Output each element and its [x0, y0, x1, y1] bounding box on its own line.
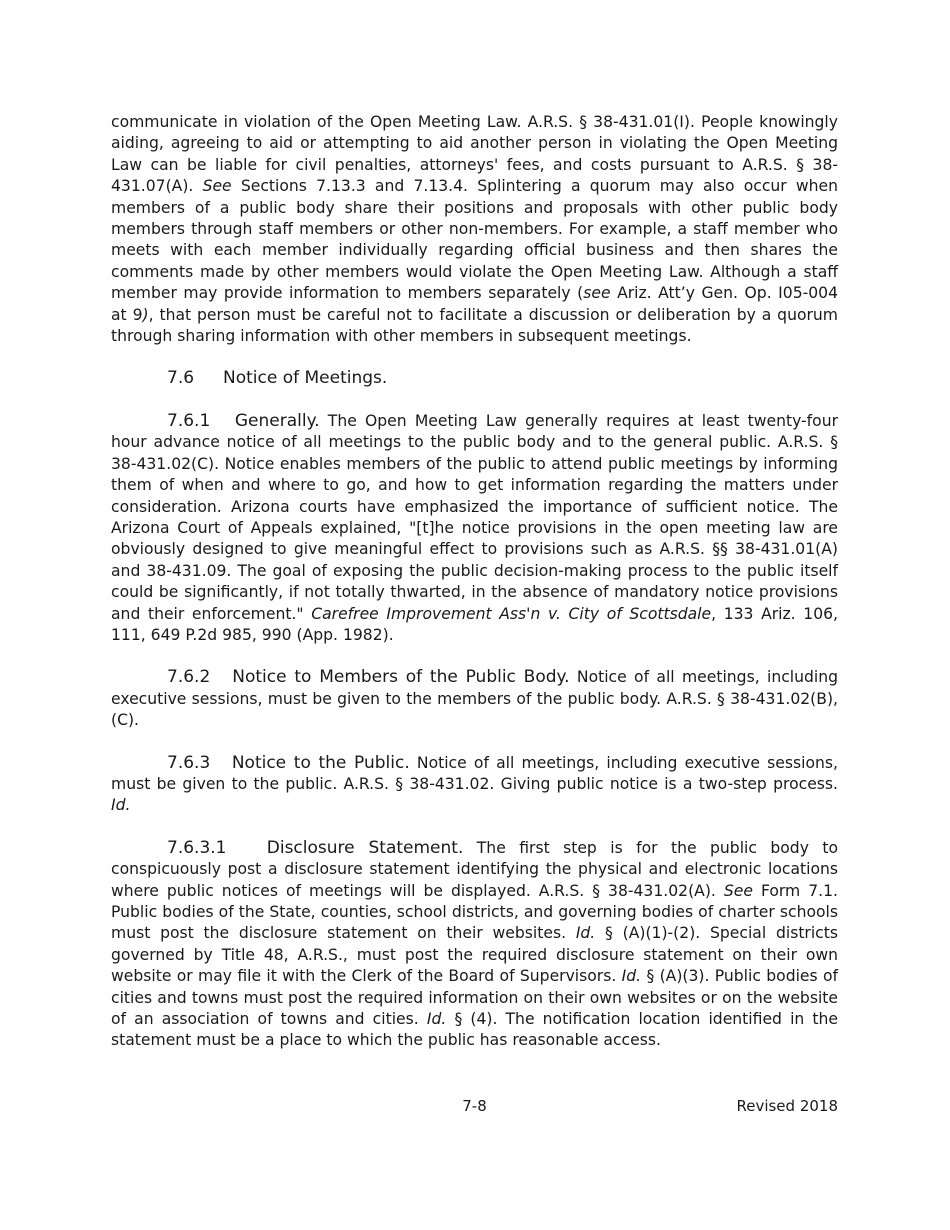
paragraph-7-6-2 [111, 667, 838, 731]
revision-date: Revised 2018 [736, 1097, 838, 1115]
signal-see: see [583, 284, 611, 303]
section-number: 7.6.2 [167, 667, 211, 688]
text: Sections 7.13.3 and 7.13.4. Splintering a quorum may also occur when members of a public body share their positions and proposals with other public body members through staff members or other non-members. For example, a staff member who meets with each member individually regarding official business and then shares the comments made by other members would violate the Open Meeting Law. Although a staff member may provide information to members separately ( [111, 177, 839, 303]
case-citation: Carefree Improvement Ass'n v. City of Scottsdale [311, 604, 712, 623]
text: The first step is for the public body to conspicuously post a disclosure statement identifying the physical and electronic locations where public notices of meetings will be displayed. A.R.S. § 38-431.02(A). [111, 838, 839, 900]
signal-id: Id. [621, 967, 642, 986]
paragraph-7-6-3 [111, 753, 838, 817]
section-title: Generally. [234, 410, 320, 431]
text: § (A)(3). Public bodies of cities and towns must post the required information on their own websites or on the website of an association of towns and cities. [111, 967, 838, 1029]
section-title: Notice to the Public. [231, 752, 410, 773]
signal-see: See [723, 881, 753, 900]
paragraph-splintering-quorum [111, 112, 838, 347]
page-number: 7-8 [462, 1097, 487, 1115]
text: communicate in violation of the Open Meeting Law. A.R.S. § 38-431.01(I). People knowingly aiding, agreeing to aid or attempting to aid another person in violating the Open Meeting Law can be liable for civil penalties, attorneys' fees, and costs pursuant to A.R.S. § 38-431.07(A). [111, 113, 838, 196]
text: § (A)(1)-(2). Special districts governed by Title 48, A.R.S., must post the required disclosure statement on their own website or may file it with the Clerk of the Board of Supervisors. [111, 924, 838, 986]
signal-see: See [202, 177, 232, 196]
section-title: Disclosure Statement. [266, 837, 464, 858]
text: ) [142, 305, 149, 324]
signal-id: Id. [426, 1010, 447, 1029]
page-footer [111, 1097, 838, 1119]
section-number: 7.6.3.1 [167, 837, 227, 858]
text: Ariz. Att’y Gen. Op. I05-004 at 9 [111, 284, 839, 324]
text: Notice of all meetings, including executive sessions, must be given to the public. A.R.S. § 38-431.02. Giving public notice is a two-step process. [111, 753, 838, 793]
text: Form 7.1. Public bodies of the State, counties, school districts, and governing bodies of charter schools must post the disclosure statement on their websites. [111, 881, 838, 943]
text: § (4). The notification location identified in the statement must be a place to which the public has reasonable access. [111, 1010, 839, 1050]
document-body [111, 112, 838, 1052]
signal-id: Id. [111, 796, 131, 815]
text: , 133 Ariz. 106, 111, 649 P.2d 985, 990 (App. 1982). [111, 604, 838, 644]
section-title: Notice to Members of the Public Body. [232, 667, 570, 688]
paragraph-7-6-3-1 [111, 838, 838, 1052]
text: Notice of all meetings, including executive sessions, must be given to the members of the public body. A.R.S. § 38-431.02(B), (C). [111, 668, 839, 730]
section-number: 7.6 [167, 368, 195, 389]
text: , that person must be careful not to facilitate a discussion or deliberation by a quorum through sharing information with other members in subsequent meetings. [111, 305, 838, 346]
section-heading-7-6 [111, 368, 838, 389]
section-title: Notice of Meetings. [223, 368, 388, 389]
signal-id: Id. [575, 924, 596, 943]
section-number: 7.6.1 [167, 410, 211, 431]
text: The Open Meeting Law generally requires at least twenty-four hour advance notice of all meetings to the public body and to the general public. A.R.S. § 38-431.02(C). Notice enables members of the public to attend public meetings by informing them of when and where to go, and how to get information regarding the matters under consideration. Arizona courts have emphasized the importance of sufficient notice. The Arizona Court of Appeals explained, "[t]he notice provisions in the open meeting law are obviously designed to give meaningful effect to provisions such as A.R.S. §§ 38-431.01(A) and 38-431.09. The goal of exposing the public decision-making process to the public itself could be significantly, if not totally thwarted, in the absence of mandatory notice provisions and their enforcement." [111, 411, 838, 623]
section-number: 7.6.3 [167, 752, 211, 773]
paragraph-7-6-1 [111, 411, 838, 646]
